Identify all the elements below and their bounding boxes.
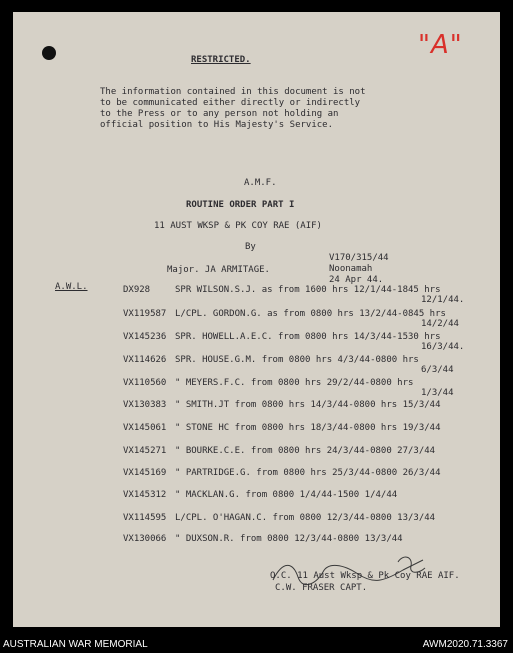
entry-details: L/CPL. O'HAGAN.C. from 0800 12/3/44-0800 13/3/44 [175,513,436,523]
issuer-name: Major. JA ARMITAGE. [167,265,270,275]
notice-line: to be communicated either directly or indirectly [100,98,361,108]
awl-entry [123,400,441,410]
reference-number: V170/315/44 [329,253,389,263]
awl-entry [123,534,403,544]
unit-heading: 11 AUST WKSP & PK COY RAE (AIF) [154,221,322,231]
entry-details: SPR WILSON.S.J. as from 1600 hrs 12/1/44-1845 hrs [175,285,441,295]
entry-details: " MEYERS.F.C. from 0800 hrs 29/2/44-0800 hrs [175,378,414,388]
amf-heading: A.M.F. [244,178,277,188]
awl-entry [123,378,413,388]
reference-date: 24 Apr 44. [329,275,384,285]
archive-footer [0,637,513,653]
service-number: VX130383 [123,400,167,410]
routine-order-heading: ROUTINE ORDER PART I [186,200,295,210]
service-number: VX114626 [123,355,167,365]
entry-continuation: 16/3/44. [421,342,465,352]
awl-entry [123,513,435,523]
signature-name: C.W. FRASER CAPT. [275,583,368,593]
service-number: VX145271 [123,446,167,456]
service-number: VX114595 [123,513,167,523]
red-stamp: "A" [418,30,463,60]
document-page [13,12,500,627]
entry-continuation: 1/3/44 [421,388,454,398]
reference-block [329,253,389,286]
service-number: VX119587 [123,309,167,319]
awl-entry [123,468,441,478]
entry-continuation: 14/2/44 [421,319,459,329]
service-number: VX145312 [123,490,167,500]
confidentiality-notice [100,87,400,131]
service-number: VX145236 [123,332,167,342]
notice-line: to the Press or to any person not holding an [100,109,339,119]
entry-details: SPR. HOWELL.A.E.C. from 0800 hrs 14/3/44-1530 hrs [175,332,441,342]
awl-heading: A.W.L. [55,282,88,292]
awl-entry [123,285,441,295]
reference-location: Noonamah [329,264,373,274]
entry-continuation: 12/1/44. [421,295,465,305]
entry-details: " PARTRIDGE.G. from 0800 hrs 25/3/44-0800 26/3/44 [175,468,441,478]
awl-entry [123,423,441,433]
archive-reference: AWM2020.71.3367 [422,639,508,650]
entry-details: L/CPL. GORDON.G. as from 0800 hrs 13/2/44-0845 hrs [175,309,446,319]
punch-hole [42,46,56,60]
notice-line: The information contained in this document is not [100,87,366,97]
restricted-heading: RESTRICTED. [191,55,251,65]
entry-details: " BOURKE.C.E. from 0800 hrs 24/3/44-0800 27/3/44 [175,446,436,456]
notice-line: official position to His Majesty's Service. [100,120,333,130]
service-number: VX145061 [123,423,167,433]
archive-name: AUSTRALIAN WAR MEMORIAL [3,639,148,650]
awl-entry [123,490,397,500]
service-number: VX130066 [123,534,167,544]
entry-details: " MACKLAN.G. from 0800 1/4/44-1500 1/4/44 [175,490,398,500]
service-number: VX145169 [123,468,167,478]
signature-unit: O.C. 11 Aust Wksp & Pk Coy RAE AIF. [270,571,460,581]
service-number: VX110560 [123,378,167,388]
entry-continuation: 6/3/44 [421,365,454,375]
awl-entry [123,309,446,319]
awl-entry [123,355,419,365]
awl-entry [123,332,441,342]
awl-entry [123,446,435,456]
service-number: DX928 [123,285,151,295]
entry-details: " STONE HC from 0800 hrs 18/3/44-0800 hrs 19/3/44 [175,423,441,433]
by-label: By [245,242,256,252]
entry-details: " SMITH.JT from 0800 hrs 14/3/44-0800 hrs 15/3/44 [175,400,441,410]
entry-details: SPR. HOUSE.G.M. from 0800 hrs 4/3/44-0800 hrs [175,355,419,365]
entry-details: " DUXSON.R. from 0800 12/3/44-0800 13/3/44 [175,534,403,544]
